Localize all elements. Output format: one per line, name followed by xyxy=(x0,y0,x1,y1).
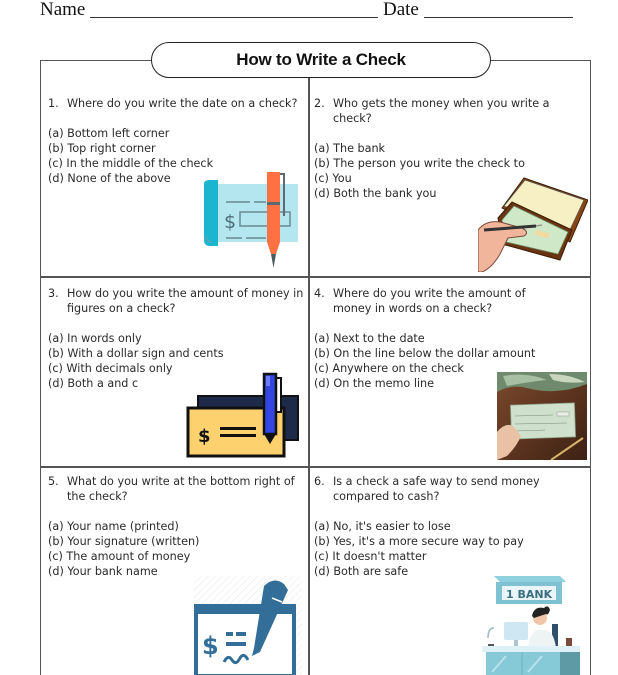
question-text: Where do you write the date on a check? xyxy=(67,97,298,110)
option-b[interactable]: (b) With a dollar sign and cents xyxy=(48,347,224,360)
option-a[interactable]: (a) Next to the date xyxy=(314,332,425,345)
option-b[interactable]: (b) Your signature (written) xyxy=(48,535,200,548)
check-and-pen-icon xyxy=(200,168,300,270)
date-label: Date xyxy=(383,0,419,20)
option-a[interactable]: (a) No, it's easier to lose xyxy=(314,520,451,533)
name-field[interactable] xyxy=(90,17,378,18)
option-a[interactable]: (a) The bank xyxy=(314,142,386,155)
option-b[interactable]: (b) Yes, it's a more secure way to pay xyxy=(314,535,524,548)
name-label: Name xyxy=(40,0,86,20)
option-d[interactable]: (d) Both a and c xyxy=(48,377,139,390)
option-b[interactable]: (b) On the line below the dollar amount xyxy=(314,347,536,360)
worksheet-title: How to Write a Check xyxy=(151,42,491,78)
option-d[interactable]: (d) Both are safe xyxy=(314,565,409,578)
svg-text:$: $ xyxy=(202,632,219,660)
question-text: What do you write at the bottom right of the check? xyxy=(67,475,295,503)
question-number: 3. xyxy=(48,287,59,300)
question-number: 1. xyxy=(48,97,59,110)
hand-holding-check-photo xyxy=(497,372,587,460)
question-6 xyxy=(314,474,554,579)
question-number: 5. xyxy=(48,475,59,488)
date-field[interactable] xyxy=(424,17,573,18)
option-c[interactable]: (c) Anywhere on the check xyxy=(314,362,464,375)
option-d[interactable]: (d) None of the above xyxy=(48,172,171,185)
option-d[interactable]: (d) Both the bank you xyxy=(314,187,437,200)
option-a[interactable]: (a) Your name (printed) xyxy=(48,520,179,533)
option-d[interactable]: (d) Your bank name xyxy=(48,565,158,578)
question-number: 2. xyxy=(314,97,325,110)
option-a[interactable]: (a) Bottom left corner xyxy=(48,127,170,140)
question-number: 6. xyxy=(314,475,325,488)
question-text: How do you write the amount of money in figures on a check? xyxy=(67,287,304,315)
option-c[interactable]: (c) You xyxy=(314,172,352,185)
question-number: 4. xyxy=(314,287,325,300)
row-divider-1 xyxy=(40,276,591,278)
header xyxy=(0,0,618,24)
option-c[interactable]: (c) In the middle of the check xyxy=(48,157,214,170)
svg-text:$: $ xyxy=(224,211,237,233)
option-a[interactable]: (a) In words only xyxy=(48,332,142,345)
bank-teller-illustration xyxy=(476,572,584,675)
option-c[interactable]: (c) It doesn't matter xyxy=(314,550,427,563)
yellow-check-with-pen-icon xyxy=(186,370,302,460)
svg-text:1 BANK: 1 BANK xyxy=(506,588,553,601)
option-b[interactable]: (b) The person you write the check to xyxy=(314,157,525,170)
blue-check-signing-icon xyxy=(194,576,302,675)
option-c[interactable]: (c) With decimals only xyxy=(48,362,173,375)
option-d[interactable]: (d) On the memo line xyxy=(314,377,435,390)
row-divider-2 xyxy=(40,466,591,468)
question-text: Where do you write the amount of money in words on a check? xyxy=(333,287,526,315)
question-text: Is a check a safe way to send money compared to cash? xyxy=(333,475,540,503)
option-b[interactable]: (b) Top right corner xyxy=(48,142,156,155)
question-5 xyxy=(48,474,304,579)
column-divider xyxy=(308,78,310,675)
svg-text:$: $ xyxy=(198,426,211,447)
option-c[interactable]: (c) The amount of money xyxy=(48,550,191,563)
question-text: Who gets the money when you write a check? xyxy=(333,97,550,125)
hand-writing-checkbook-clipart xyxy=(478,172,588,272)
